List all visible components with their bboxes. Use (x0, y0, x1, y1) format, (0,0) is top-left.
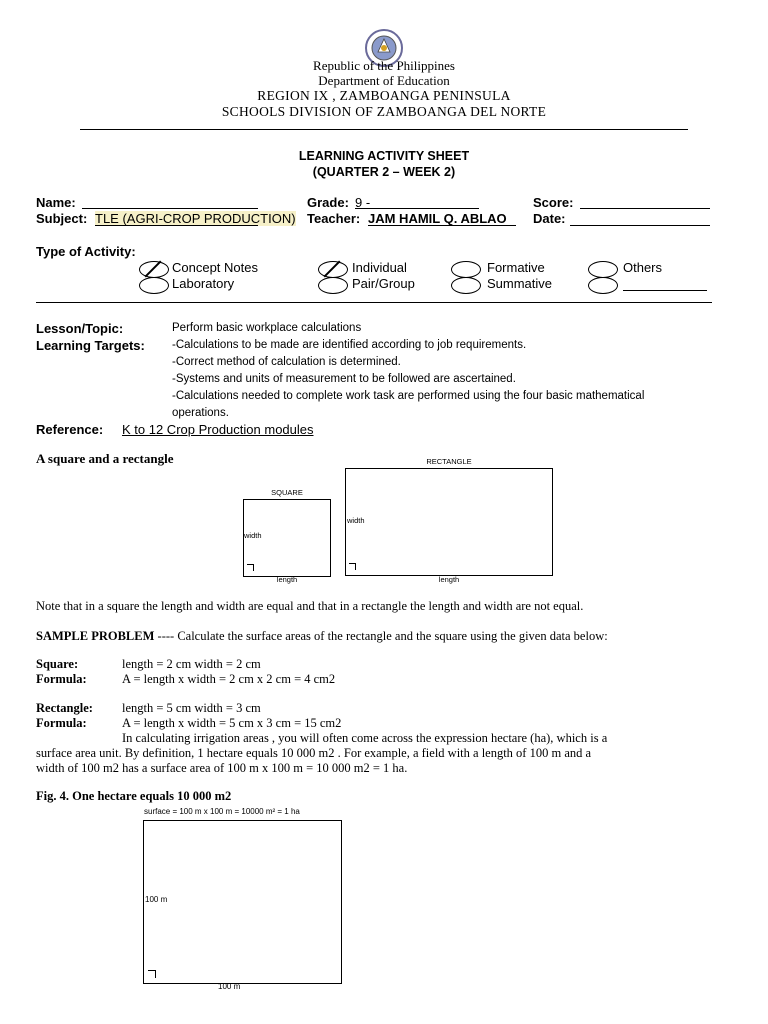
hectare-paragraph-line2: surface area unit. By definition, 1 hectare equals 10 000 m2 . For example, a field with a length of 100 m and a (36, 746, 592, 760)
square-width-label: width (244, 531, 262, 540)
learning-target-3: -Systems and units of measurement to be followed are ascertained. (172, 373, 516, 385)
pair-group-checkbox[interactable] (318, 277, 348, 294)
individual-label: Individual (352, 260, 407, 275)
learning-target-1: -Calculations to be made are identified according to job requirements. (172, 339, 527, 351)
subject-label: Subject: (36, 211, 88, 226)
header-line-republic: Republic of the Philippines (313, 58, 455, 73)
learning-target-4-cont: operations. (172, 407, 229, 419)
pair-group-label: Pair/Group (352, 276, 415, 291)
sample-problem-text: ---- Calculate the surface areas of the rectangle and the square using the given data below: (157, 629, 608, 643)
header-line-region: REGION IX , ZAMBOANGA PENINSULA (257, 88, 511, 103)
teacher-label: Teacher: (307, 211, 361, 226)
rectangle-title: RECTANGLE (426, 457, 472, 466)
square-values: length = 2 cm width = 2 cm (122, 657, 261, 671)
others-label: Others (623, 260, 663, 275)
activity-divider (36, 302, 712, 303)
other-specify-checkbox[interactable] (588, 277, 618, 294)
learning-targets-label: Learning Targets: (36, 338, 145, 353)
square-title: SQUARE (271, 488, 303, 497)
square-formula: A = length x width = 2 cm x 2 cm = 4 cm2 (122, 672, 336, 686)
activity-label: Type of Activity: (36, 244, 136, 259)
rectangle-values: length = 5 cm width = 3 cm (122, 701, 261, 715)
teacher-underline (368, 225, 516, 226)
sheet-subtitle: (QUARTER 2 – WEEK 2) (312, 165, 456, 179)
subject-value: TLE (AGRI-CROP PRODUCTION) (95, 211, 296, 226)
laboratory-checkbox[interactable] (139, 277, 169, 294)
formative-label: Formative (487, 260, 545, 275)
learning-target-2: -Correct method of calculation is determined. (172, 356, 401, 368)
right-angle-icon (349, 563, 356, 570)
sample-problem-label: SAMPLE PROBLEM (36, 629, 155, 643)
hectare-diagram (138, 806, 360, 990)
learning-target-4: -Calculations needed to complete work task are performed using the four basic mathematical (172, 390, 645, 402)
grade-value: 9 - (355, 195, 371, 210)
rectangle-length-label: length (438, 575, 460, 584)
score-field[interactable] (580, 208, 710, 209)
lesson-topic-label: Lesson/Topic: (36, 321, 124, 336)
hectare-square-shape (143, 820, 342, 984)
summative-label: Summative (487, 276, 553, 291)
name-field[interactable] (82, 208, 258, 209)
hectare-formula-label: surface = 100 m x 100 m = 10000 m² = 1 ha (144, 807, 300, 816)
header-line-division: SCHOOLS DIVISION OF ZAMBOANGA DEL NORTE (221, 104, 547, 119)
reference-value: K to 12 Crop Production modules (122, 422, 314, 437)
header-divider (80, 129, 688, 130)
right-angle-icon (247, 564, 254, 571)
reference-label: Reference: (36, 422, 104, 437)
figure1-heading: A square and a rectangle (36, 451, 174, 466)
name-label: Name: (36, 195, 76, 210)
hectare-bottom-label: 100 m (218, 982, 241, 991)
header-line-deped: Department of Education (318, 73, 450, 88)
square-label: Square: (36, 657, 79, 671)
hectare-side-label: 100 m (145, 895, 168, 904)
hectare-paragraph-line1: In calculating irrigation areas , you will often come across the expression hectare (ha), which is a (122, 731, 608, 745)
teacher-value: JAM HAMIL Q. ABLAO (368, 211, 507, 226)
square-length-label: length (276, 575, 298, 584)
rectangle-label: Rectangle: (36, 701, 93, 715)
rectangle-shape (345, 468, 553, 576)
rectangle-formula-label: Formula: (36, 716, 87, 730)
grade-label: Grade: (307, 195, 349, 210)
date-label: Date: (533, 211, 566, 226)
score-label: Score: (533, 195, 574, 210)
other-specify-field[interactable] (623, 290, 707, 291)
square-diagram (232, 484, 342, 584)
laboratory-label: Laboratory (172, 276, 235, 291)
date-field[interactable] (570, 225, 710, 226)
grade-field[interactable] (355, 208, 479, 209)
right-angle-icon (148, 970, 156, 978)
sample-problem-line (36, 629, 608, 644)
rectangle-width-label: width (347, 516, 365, 525)
subject-underline (95, 225, 258, 226)
sheet-title: LEARNING ACTIVITY SHEET (298, 149, 470, 163)
others-checkbox[interactable] (588, 261, 618, 278)
note-text: Note that in a square the length and width are equal and that in a rectangle the length and width are not equal. (36, 599, 584, 613)
rectangle-formula: A = length x width = 5 cm x 3 cm = 15 cm2 (122, 716, 342, 730)
concept-notes-label: Concept Notes (172, 260, 258, 275)
rectangle-diagram (338, 455, 560, 585)
formative-checkbox[interactable] (451, 261, 481, 278)
lesson-topic-value: Perform basic workplace calculations (172, 322, 362, 334)
hectare-paragraph-line3: width of 100 m2 has a surface area of 100 m x 100 m = 10 000 m2 = 1 ha. (36, 761, 408, 775)
figure2-caption: Fig. 4. One hectare equals 10 000 m2 (36, 789, 232, 803)
summative-checkbox[interactable] (451, 277, 481, 294)
square-formula-label: Formula: (36, 672, 87, 686)
